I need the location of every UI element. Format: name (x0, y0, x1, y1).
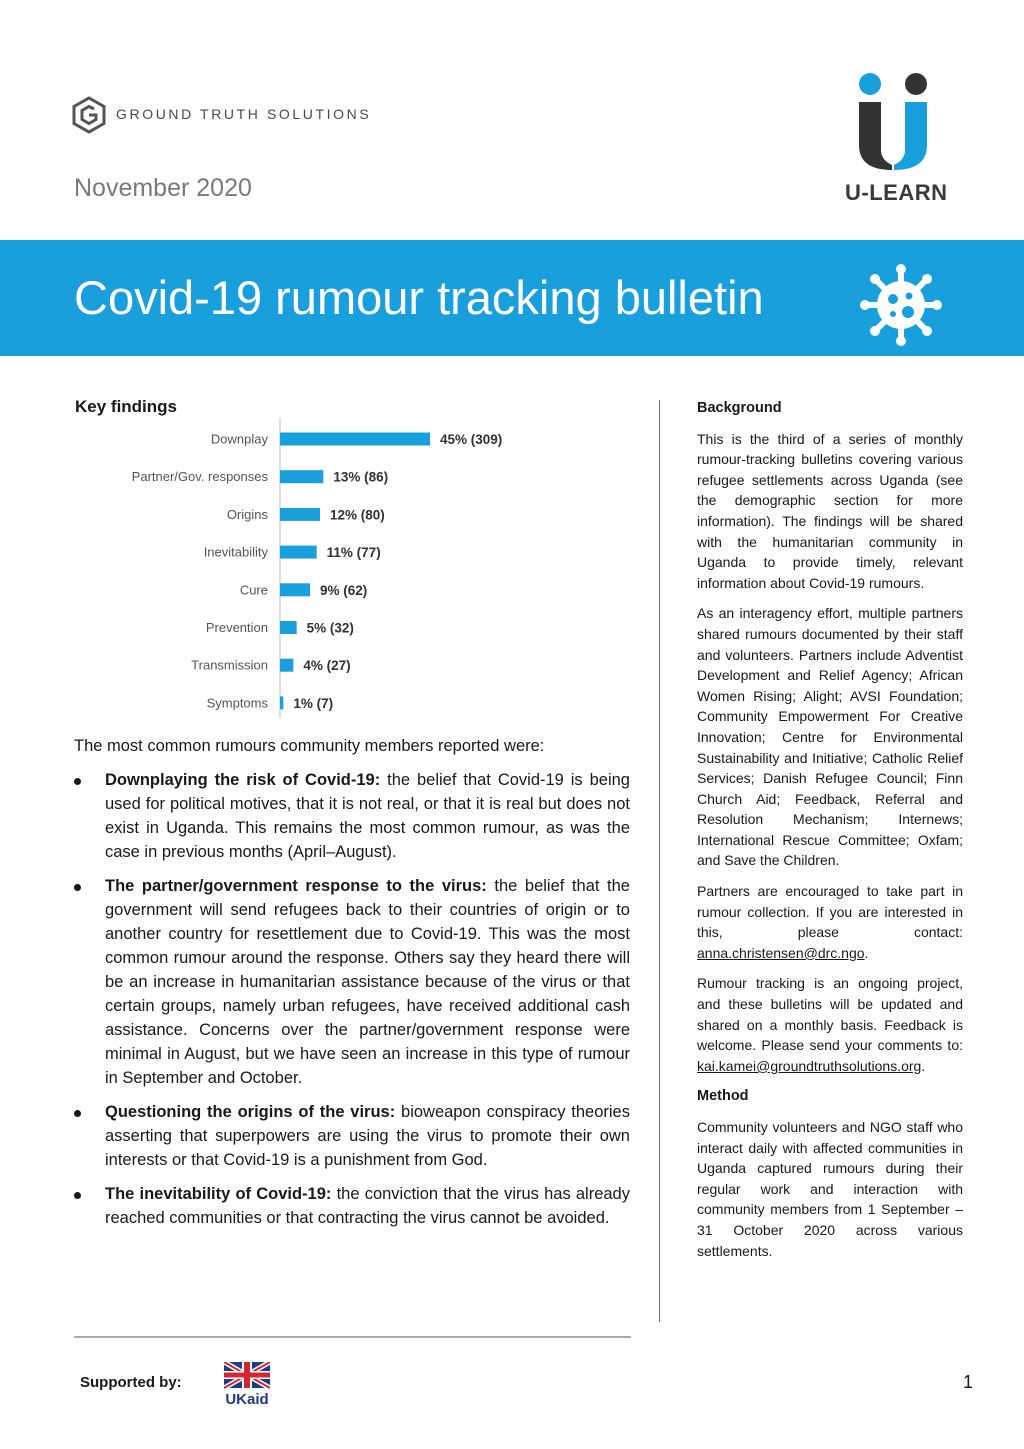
bar (280, 546, 317, 559)
data-label: 12% (80) (330, 507, 385, 523)
column-divider (659, 400, 660, 1322)
u-learn-logo-text: U-LEARN (845, 180, 948, 205)
finding-text: the conviction that the virus has already reached communities or that contracting the virus cannot be avoided. (105, 1185, 630, 1227)
category-label: Prevention (205, 620, 268, 635)
data-label: 1% (7) (293, 695, 334, 711)
u-learn-logo-icon (854, 70, 938, 174)
category-label: Symptoms (206, 695, 268, 711)
ukaid-logo-icon (224, 1362, 270, 1412)
ukaid-logo-text: UKaid (225, 1391, 269, 1408)
finding-text: bioweapon conspiracy theories asserting that superpowers are using the virus to promote their own interests or that Covid-19 is a punishment from God. (105, 1103, 630, 1169)
bar (280, 508, 320, 521)
key-findings-title: Key findings (75, 397, 178, 416)
finding-lead: Downplaying the risk of Covid-19: (105, 771, 381, 789)
page-title: Covid-19 rumour tracking bulletin (74, 271, 764, 324)
finding-item (74, 874, 630, 1090)
category-label: Inevitability (203, 544, 268, 560)
bullet-icon (74, 884, 81, 891)
category-label: Transmission (191, 657, 268, 673)
bar (280, 621, 297, 634)
category-label: Origins (226, 506, 268, 522)
contact-text: Partners are encouraged to take part in rumour collection. If you are interested in this, please contact: (697, 883, 963, 941)
findings-intro: The most common rumours community members reported were: (74, 737, 545, 755)
page-number: 1 (963, 1372, 974, 1392)
supported-by-label: Supported by: (80, 1374, 182, 1391)
background-paragraph: This is the third of a series of monthly rumour-tracking bulletins covering various refugee settlements across Uganda (see the demographic section for more information). The findings will be shared with the humanitarian community in Uganda to provide timely, relevant information about Covid-19 rumours. (697, 430, 963, 591)
bullet-icon (74, 778, 81, 785)
finding-item (74, 768, 630, 864)
bar (280, 433, 430, 446)
finding-text: the belief that Covid-19 is being used for political motives, that it is not real, or that it is real but does not exist in Uganda. This remains the most common rumour, as was the case in previous months (April–August). (105, 771, 630, 861)
publication-date: November 2020 (74, 174, 252, 202)
bar (280, 470, 323, 483)
finding-lead: The partner/government response to the virus: (105, 877, 487, 895)
data-label: 45% (309) (440, 432, 503, 447)
method-paragraph: Community volunteers and NGO staff who interact daily with affected communities in Uganda captured rumours during their regular work and interaction with community members from 1 September – 31 October 2020 across various settlements. (697, 1119, 963, 1259)
feedback-text: Rumour tracking is an ongoing project, and these bulletins will be updated and shared on a monthly basis. Feedback is welcome. Please send your comments to: (697, 975, 963, 1054)
bullet-icon (74, 1192, 81, 1199)
bar (280, 696, 283, 709)
ground-truth-solutions-logo-icon (72, 96, 106, 134)
finding-lead: Questioning the origins of the virus: (105, 1103, 396, 1121)
bar (280, 583, 310, 596)
key-findings-bar-chart (74, 418, 594, 724)
category-label: Cure (239, 582, 268, 598)
footer-divider (74, 1336, 631, 1338)
data-label: 9% (62) (320, 582, 368, 598)
method-heading: Method (697, 1088, 749, 1105)
data-label: 13% (86) (333, 469, 389, 485)
data-label: 11% (77) (326, 545, 381, 561)
partners-paragraph: As an interagency effort, multiple partners shared rumours documented by their staff and volunteers. Partners include Adventist Development and Relief Agency; African Women Rising; Alight; AVSI Foundation; Community Empowerment For Creative Innovation; Centre for Environmental Sustainability and Initiative; Catholic Relief Services; Danish Refugee Council; Finn Church Aid; Feedback, Referral and Resolution Mechanism; Internews; International Rescue Committee; Oxfam; and Save the Children. (697, 605, 963, 869)
feedback-paragraph: Rumour tracking is an ongoing project, and these bulletins will be updated and shared on a monthly basis. Feedback is welcome. Please send your comments to: kai.kamei@groundtruthsolutions.org. (697, 975, 963, 1074)
finding-text: the belief that the government will send refugees back to their countries of origin or to another country for resettlement due to Covid-19. This was the most common rumour around the response. Others say they heard there will be an increase in humanitarian assistance because of the virus or that certain groups, namely urban refugees, have received additional cash assistance. Concerns over the partner/government response were minimal in August, but we have seen an increase in this type of rumour in September and October. (105, 877, 630, 1087)
org-name: GROUND TRUTH SOLUTIONS (116, 106, 372, 122)
category-label: Downplay (210, 431, 268, 447)
data-label: 5% (32) (306, 620, 354, 636)
virus-icon (858, 262, 944, 348)
findings-list (74, 768, 630, 1240)
finding-item (74, 1182, 630, 1230)
feedback-email-link[interactable]: kai.kamei@groundtruthsolutions.org (697, 1057, 922, 1074)
data-label: 4% (27) (303, 658, 351, 674)
background-heading: Background (697, 400, 782, 416)
finding-lead: The inevitability of Covid-19: (105, 1185, 332, 1203)
bar (280, 659, 293, 672)
bullet-icon (74, 1110, 81, 1117)
finding-item (74, 1100, 630, 1172)
sidebar (697, 398, 963, 1271)
contact-email-link[interactable]: anna.christensen@drc.ngo (697, 944, 865, 961)
contact-paragraph: Partners are encouraged to take part in rumour collection. If you are interested in this, please contact: anna.christensen@drc.ngo. (697, 883, 963, 961)
category-label: Partner/Gov. responses (131, 469, 268, 485)
